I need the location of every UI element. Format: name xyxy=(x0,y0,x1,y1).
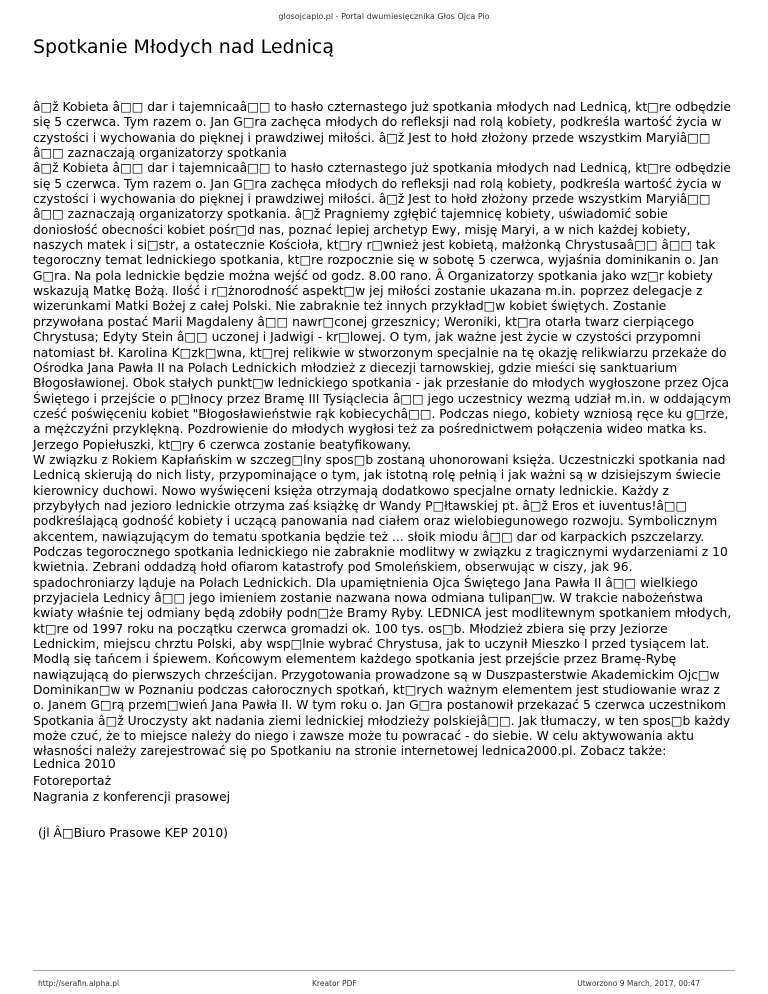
link-lednica-2010[interactable]: Lednica 2010 xyxy=(33,757,116,771)
link-fotoreportaz[interactable]: Fotoreportaż xyxy=(33,773,112,788)
link-nagrania[interactable]: Nagrania z konferencji prasowej xyxy=(33,790,231,804)
related-links xyxy=(33,756,230,806)
page-footer xyxy=(0,979,768,989)
footer-generator: Kreator PDF xyxy=(312,979,357,988)
footer-divider xyxy=(33,970,735,971)
article-body: â□ž Kobieta â□□ dar i tajemnicaâ□□ to hasło czternastego już spotkania młodych nad Lednicą, kt□re odbędzie się 5 czerwca. Tym razem o. Jan G□ra zachęca młodych do refleksji nad rolą kobiety, podkreśla wartość życia w czystości i wychowania do pięknej i prawdziwej miłości. â□ž Jest to hołd złożony przede wszystkim Maryiâ□□ â□□ zaznaczają organizatorzy spotkania â□ž Kobieta â□□ dar i tajemnicaâ□□ to hasło czternastego już spotkania młodych nad Lednicą, kt□re odbędzie się 5 czerwca. Tym razem o. Jan G□ra zachęca młodych do refleksji nad rolą kobiety, podkreśla wartość życia w czystości i wychowania do pięknej i prawdziwej miłości. â□ž Jest to hołd złożony przede wszystkim Maryiâ□□ â□□ zaznaczają organizatorzy spotkania. â□ž Pragniemy zgłębić tajemnicę kobiety, uświadomić sobie doniosłość obecności kobiet pośr□d nas, poznać lepiej archetyp Ewy, misję Maryi, a w nich każdej kobiety, naszych matek i si□str, a ostatecznie Kościoła, kt□ry r□wnież jest kobietą, małżonką Chrystusaâ□□ â□□ tak tegoroczny temat lednickiego spotkania, kt□re rozpocznie się w sobotę 5 czerwca, wyjaśnia dominikanin o. Jan G□ra. Na pola lednickie będzie można wejść od godz. 8.00 rano. Â Organizatorzy spotkania jako wz□r kobiety wskazują Matkę Bożą. Ilość i r□żnorodność aspekt□w jej miłości zostanie ukazana m.in. poprzez delegacje z wizerunkami Matki Bożej z całej Polski. Nie zabraknie też innych przykład□w kobiet świętych. Zostanie przywołana postać Marii Magdaleny â□□ nawr□conej grzesznicy; Weroniki, kt□ra otarła twarz cierpiącego Chrystusa; Edyty Stein â□□ uczonej i Jadwigi - kr□lowej. O tym, jak ważne jest życie w czystości przypomni natomiast bł. Karolina K□zk□wna, kt□rej relikwie w stworzonym specjalnie na tę okazję relikwiarzu przekaże do Ośrodka Jana Pawła II na Polach Lednickich młodzież z diecezji tarnowskiej, gdzie mieści się sanktuarium Błogosławionej. Obok stałych punkt□w lednickiego spotkania - jak przesłanie do młodych wygłoszone przez Ojca Świętego i przejście o p□łnocy przez Bramę III Tysiąclecia â□□ jego uczestnicy wezmą udział m.in. w oddającym cześć poświęceniu kobiet "Błogosławieństwie rąk kobiecychâ□□. Podczas niego, kobiety wzniosą ręce ku g□rze, a mężczyźni przyklękną. Pozdrowienie do młodych wygłosi też za pośrednictwem połączenia wideo matka ks. Jerzego Popiełuszki, kt□ry 6 czerwca zostanie beatyfikowany. W związku z Rokiem Kapłańskim w szczeg□lny spos□b zostaną uhonorowani księża. Uczestniczki spotkania nad Lednicą skierują do nich listy, przypominające o tym, jak istotną rolę pełnią i jak ważni są w dzisiejszym świecie kierownicy duchowi. Nowo wyświęceni księża otrzymają dodatkowo specjalne ornaty lednickie. Każdy z przybyłych nad jezioro lednickie otrzyma zaś książkę dr Wandy P□łtawskiej pt. â□ž Eros et iuventus!â□□ podkreślającą godność kobiety i uczącą panowania nad ciałem oraz wielobiegunowego rozwoju. Symbolicznym akcentem, nawiązującym do tematu spotkania będzie też ... słoik miodu â□□ dar od karpackich pszczelarzy. Podczas tegorocznego spotkania lednickiego nie zabraknie modlitwy w związku z tragicznymi wydarzeniami z 10 kwietnia. Zebrani oddadzą hołd ofiarom katastrofy pod Smoleńskiem, obserwując w ciszy, jak 96. spadochroniarzy ląduje na Polach Lednickich. Dla upamiętnienia Ojca Świętego Jana Pawła II â□□ wielkiego przyjaciela Lednicy â□□ jego imieniem zostanie nazwana nowa odmiana tulipan□w. W trakcie nabożeństwa kwiaty właśnie tej odmiany będą zdobiły podn□że Bramy Ryby. LEDNICA jest modlitewnym spotkaniem młodych, kt□re od 1997 roku na początku czerwca gromadzi ok. 100 tys. os□b. Młodzież zbiera się przy Jeziorze Lednickim, miejscu chrztu Polski, aby wsp□lnie wybrać Chrystusa, jak to uczynił Mieszko I przed tysiącem lat. Modlą się tańcem i śpiewem. Końcowym elementem każdego spotkania jest przejście przez Bramę-Rybę nawiązującą do pierwszych chrześcijan. Przygotowania prowadzone są w Duszpasterstwie Akademickim Ojc□w Dominikan□w w Poznaniu podczas całorocznych spotkań, kt□rych ważnym elementem jest studiowanie wraz z o. Janem G□rą przem□wień Jana Pawła II. W tym roku o. Jan G□ra postanowił przekazać 5 czerwca uczestnikom Spotkania â□ž Uroczysty akt nadania ziemi lednickiej młodzieży polskiejâ□□. Jak tłumaczy, w ten spos□b każdy może czuć, że to miejsce należy do niego i zawsze może tu powracać - do siebie. W celu aktywowania aktu własności należy zarejestrować się po Spotkaniu na stronie internetowej lednica2000.pl. Zobacz także: xyxy=(33,100,732,759)
page-header: glosojcapio.pl - Portal dwumiesięcznika Głos Ojca Pio xyxy=(278,12,490,21)
footer-created: Utworzono 9 March, 2017, 00:47 xyxy=(577,979,700,988)
footer-url[interactable]: http://serafin.alpha.pl xyxy=(38,979,120,988)
article-title: Spotkanie Młodych nad Lednicą xyxy=(33,36,335,58)
article-signature: (jl Â□Biuro Prasowe KEP 2010) xyxy=(38,826,228,840)
